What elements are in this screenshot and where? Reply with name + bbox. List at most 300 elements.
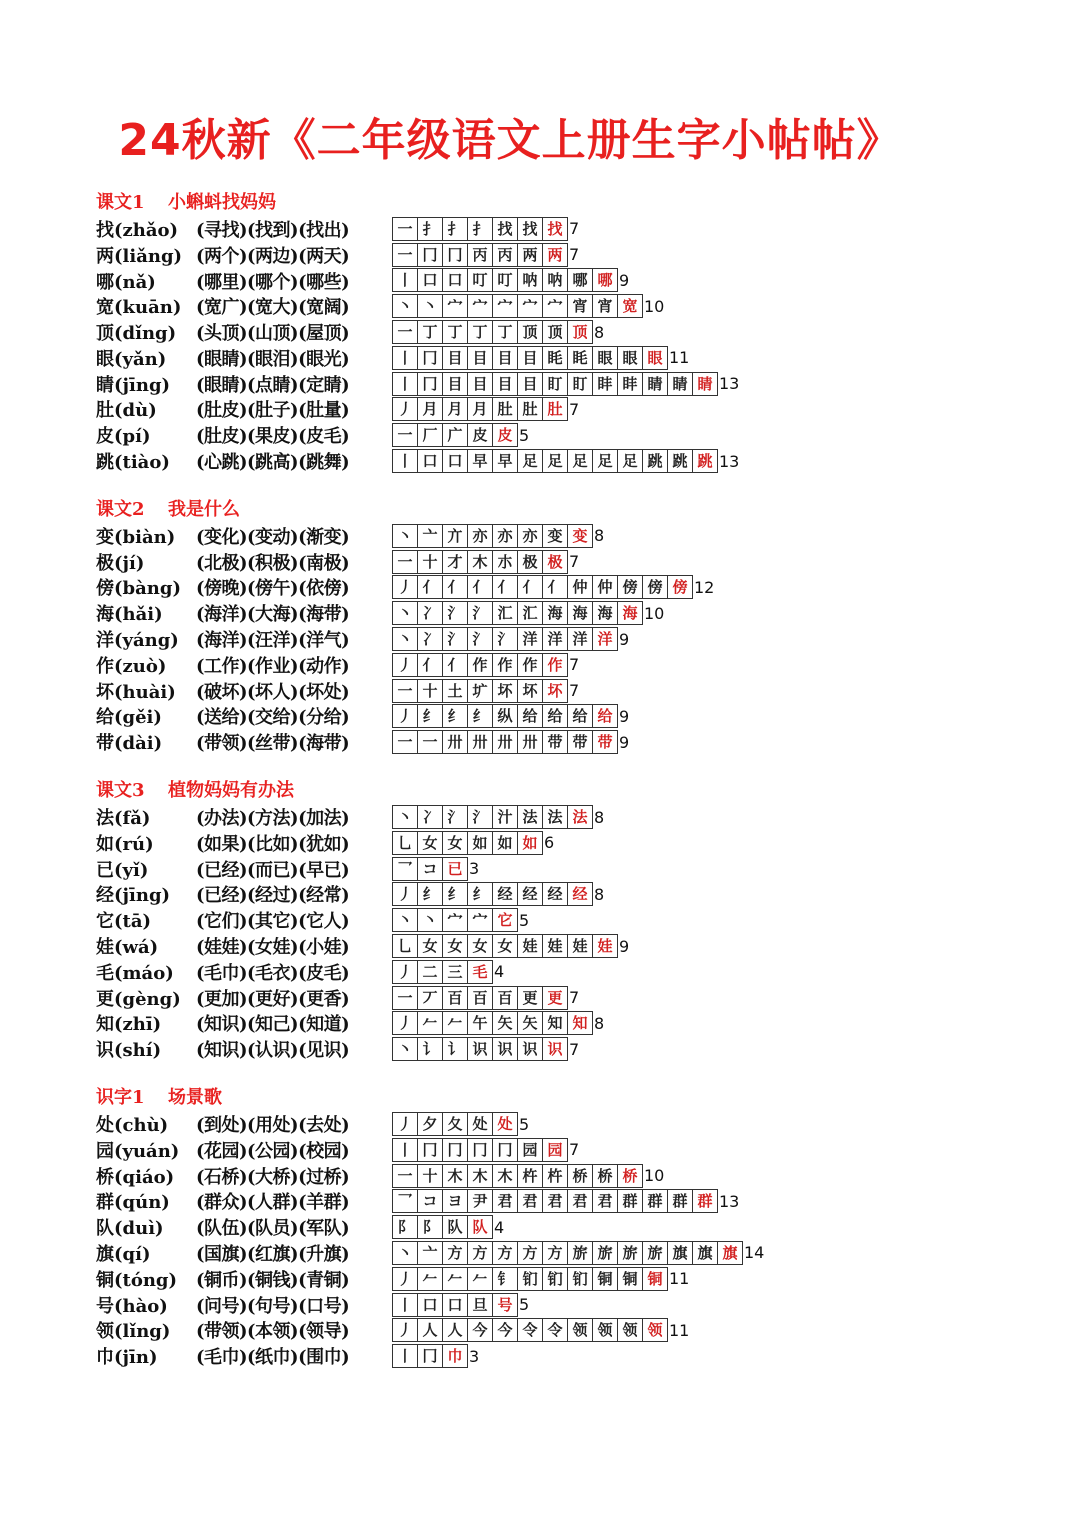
character-pinyin: 带(dài) xyxy=(96,733,163,755)
stroke-cell: 君 xyxy=(543,1189,568,1213)
stroke-cell: 女 xyxy=(468,934,493,958)
character-pinyin: 顶(dǐng) xyxy=(96,323,177,345)
stroke-cell: 目 xyxy=(493,372,518,396)
word-examples: (如果)(比如)(犹如) xyxy=(196,833,350,855)
stroke-order-grid xyxy=(392,1112,518,1136)
lesson-section xyxy=(96,190,1056,474)
stroke-count: 9 xyxy=(619,732,630,752)
word-examples: (带领)(丝带)(海带) xyxy=(196,733,350,755)
stroke-cell: 纵 xyxy=(493,704,518,728)
stroke-cell: 丁 xyxy=(418,320,443,344)
stroke-cell: 顶 xyxy=(568,320,593,344)
stroke-cell: 如 xyxy=(468,831,493,855)
stroke-cell: 目 xyxy=(443,346,468,370)
character-pinyin: 铜(tóng) xyxy=(96,1269,178,1291)
stroke-cell: 肚 xyxy=(493,397,518,421)
stroke-cell: 仲 xyxy=(593,575,618,599)
stroke-cell: 给 xyxy=(543,704,568,728)
stroke-count: 14 xyxy=(744,1243,765,1263)
stroke-cell: 今 xyxy=(468,1318,493,1342)
character-row xyxy=(96,319,1056,345)
stroke-cell: 丶 xyxy=(418,294,443,318)
character-row xyxy=(96,216,1056,242)
character-row xyxy=(96,242,1056,268)
character-row xyxy=(96,804,1056,830)
stroke-count: 7 xyxy=(569,1140,580,1160)
stroke-cell: 才 xyxy=(443,550,468,574)
stroke-order-grid xyxy=(392,372,718,396)
stroke-count: 6 xyxy=(544,833,555,853)
stroke-cell: 亻 xyxy=(443,575,468,599)
character-pinyin: 宽(kuān) xyxy=(96,297,182,319)
stroke-cell: 丶 xyxy=(418,908,443,932)
word-examples: (变化)(变动)(渐变) xyxy=(196,526,350,548)
stroke-cell: 跳 xyxy=(668,449,693,473)
page-title: 24秋新《二年级语文上册生字小帖帖》 xyxy=(118,115,902,166)
character-pinyin: 娃(wá) xyxy=(96,937,159,959)
stroke-count: 8 xyxy=(594,807,605,827)
stroke-cell: 眼 xyxy=(618,346,643,370)
stroke-cell: 讠 xyxy=(418,1037,443,1061)
character-row xyxy=(96,985,1056,1011)
character-row xyxy=(96,729,1056,755)
stroke-cell: 女 xyxy=(418,831,443,855)
stroke-cell: 旂 xyxy=(568,1241,593,1265)
stroke-cell: 桥 xyxy=(593,1164,618,1188)
character-pinyin: 跳(tiào) xyxy=(96,452,170,474)
character-pinyin: 更(gèng) xyxy=(96,988,181,1010)
stroke-cell: 亦 xyxy=(493,524,518,548)
character-row xyxy=(96,448,1056,474)
stroke-count: 5 xyxy=(519,1295,530,1315)
stroke-cell: 处 xyxy=(468,1112,493,1136)
word-examples: (娃娃)(女娃)(小娃) xyxy=(196,937,350,959)
stroke-cell: 一 xyxy=(392,550,418,574)
stroke-cell: 作 xyxy=(543,653,568,677)
stroke-cell: 带 xyxy=(593,730,618,754)
stroke-count: 7 xyxy=(569,552,580,572)
stroke-cell: 君 xyxy=(493,1189,518,1213)
stroke-cell: 旗 xyxy=(693,1241,718,1265)
stroke-cell: 卅 xyxy=(493,730,518,754)
stroke-cell: 亻 xyxy=(493,575,518,599)
stroke-count: 10 xyxy=(644,1166,665,1186)
stroke-order-grid xyxy=(392,831,543,855)
stroke-cell: 方 xyxy=(443,1241,468,1265)
stroke-count: 12 xyxy=(694,577,715,597)
stroke-cell: 令 xyxy=(543,1318,568,1342)
stroke-cell: 阝 xyxy=(392,1215,418,1239)
stroke-cell: 女 xyxy=(443,934,468,958)
stroke-cell: 丿 xyxy=(392,575,418,599)
stroke-cell: 法 xyxy=(543,805,568,829)
lesson-number: 课文3 xyxy=(96,780,145,802)
word-examples: (眼睛)(点睛)(定睛) xyxy=(196,374,350,396)
lesson-name: 小蝌蚪找妈妈 xyxy=(168,192,276,213)
stroke-cell: 一 xyxy=(392,243,418,267)
stroke-count: 8 xyxy=(594,322,605,342)
stroke-cell: 足 xyxy=(543,449,568,473)
stroke-order-grid xyxy=(392,1241,743,1265)
stroke-cell: 一 xyxy=(392,217,418,241)
stroke-cell: 丁 xyxy=(468,320,493,344)
stroke-cell: 卅 xyxy=(518,730,543,754)
stroke-cell: 阝 xyxy=(418,1215,443,1239)
stroke-count: 7 xyxy=(569,988,580,1008)
stroke-cell: 识 xyxy=(518,1037,543,1061)
stroke-cell: 一 xyxy=(392,1164,418,1188)
character-pinyin: 傍(bàng) xyxy=(96,578,181,600)
stroke-cell: 一 xyxy=(392,986,418,1010)
stroke-cell: 𠂉 xyxy=(418,1011,443,1035)
stroke-order-grid xyxy=(392,243,568,267)
stroke-cell: 给 xyxy=(568,704,593,728)
section-title xyxy=(96,190,1056,216)
stroke-count: 11 xyxy=(669,1320,690,1340)
stroke-cell: 知 xyxy=(543,1011,568,1035)
stroke-cell: 丁 xyxy=(493,320,518,344)
stroke-cell: 十 xyxy=(418,679,443,703)
character-pinyin: 海(hǎi) xyxy=(96,604,163,626)
character-pinyin: 如(rú) xyxy=(96,833,154,855)
stroke-cell: 亻 xyxy=(443,653,468,677)
stroke-cell: 目 xyxy=(443,372,468,396)
stroke-cell: 睛 xyxy=(693,372,718,396)
word-examples: (傍晚)(傍午)(依傍) xyxy=(196,578,350,600)
stroke-count: 3 xyxy=(469,1346,480,1366)
stroke-cell: 娃 xyxy=(543,934,568,958)
stroke-order-grid xyxy=(392,1138,568,1162)
stroke-cell: 坏 xyxy=(518,679,543,703)
stroke-count: 9 xyxy=(619,936,630,956)
stroke-count: 9 xyxy=(619,270,630,290)
stroke-cell: 讠 xyxy=(443,1037,468,1061)
stroke-count: 10 xyxy=(644,296,665,316)
section-title xyxy=(96,1085,1056,1111)
lesson-section xyxy=(96,778,1056,1062)
stroke-cell: 卅 xyxy=(443,730,468,754)
stroke-cell: 丿 xyxy=(392,1011,418,1035)
stroke-order-grid xyxy=(392,575,693,599)
stroke-cell: 钔 xyxy=(543,1267,568,1291)
stroke-cell: 足 xyxy=(618,449,643,473)
character-pinyin: 园(yuán) xyxy=(96,1140,180,1162)
stroke-cell: 丆 xyxy=(418,986,443,1010)
stroke-count: 13 xyxy=(719,451,740,471)
stroke-cell: 丨 xyxy=(392,449,418,473)
stroke-count: 5 xyxy=(519,1114,530,1134)
stroke-count: 8 xyxy=(594,1013,605,1033)
stroke-cell: 找 xyxy=(493,217,518,241)
word-examples: (工作)(作业)(动作) xyxy=(196,655,350,677)
stroke-cell: 桥 xyxy=(568,1164,593,1188)
lesson-number: 课文2 xyxy=(96,498,145,520)
stroke-cell: 跳 xyxy=(643,449,668,473)
stroke-cell: 丿 xyxy=(392,704,418,728)
stroke-cell: 扌 xyxy=(468,217,493,241)
stroke-order-grid xyxy=(392,601,643,625)
stroke-cell: 丶 xyxy=(392,294,418,318)
word-examples: (已经)(经过)(经常) xyxy=(196,885,350,907)
character-pinyin: 作(zuò) xyxy=(96,655,167,677)
stroke-cell: 百 xyxy=(443,986,468,1010)
stroke-cell: 铜 xyxy=(593,1267,618,1291)
stroke-cell: 钅 xyxy=(493,1267,518,1291)
character-row xyxy=(96,397,1056,423)
stroke-cell: 宀 xyxy=(468,294,493,318)
stroke-cell: 找 xyxy=(518,217,543,241)
character-pinyin: 群(qún) xyxy=(96,1192,170,1214)
stroke-count: 7 xyxy=(569,655,580,675)
stroke-cell: 经 xyxy=(543,882,568,906)
stroke-cell: 旗 xyxy=(718,1241,743,1265)
stroke-cell: 冫 xyxy=(418,627,443,651)
stroke-cell: 作 xyxy=(468,653,493,677)
stroke-order-grid xyxy=(392,320,593,344)
stroke-cell: 傍 xyxy=(668,575,693,599)
character-row xyxy=(96,371,1056,397)
stroke-order-grid xyxy=(392,1318,668,1342)
stroke-cell: 带 xyxy=(543,730,568,754)
character-pinyin: 巾(jīn) xyxy=(96,1347,158,1369)
stroke-cell: 钔 xyxy=(568,1267,593,1291)
stroke-cell: 百 xyxy=(468,986,493,1010)
word-examples: (眼睛)(眼泪)(眼光) xyxy=(196,348,350,370)
stroke-cell: 铜 xyxy=(643,1267,668,1291)
stroke-count: 7 xyxy=(569,681,580,701)
stroke-cell: 识 xyxy=(493,1037,518,1061)
stroke-cell: 宀 xyxy=(443,908,468,932)
character-row xyxy=(96,1240,1056,1266)
word-examples: (到处)(用处)(去处) xyxy=(196,1115,350,1137)
stroke-cell: 一 xyxy=(392,423,418,447)
stroke-cell: 尹 xyxy=(468,1189,493,1213)
stroke-cell: 丨 xyxy=(392,1138,418,1162)
stroke-cell: 一 xyxy=(392,320,418,344)
stroke-order-grid xyxy=(392,730,618,754)
stroke-cell: 盯 xyxy=(543,372,568,396)
stroke-order-grid xyxy=(392,346,668,370)
stroke-cell: 旂 xyxy=(618,1241,643,1265)
lesson-section xyxy=(96,1085,1056,1369)
stroke-cell: 宀 xyxy=(518,294,543,318)
character-row xyxy=(96,830,1056,856)
stroke-cell: 乛 xyxy=(392,857,418,881)
stroke-cell: 领 xyxy=(593,1318,618,1342)
character-row xyxy=(96,907,1056,933)
stroke-cell: 纟 xyxy=(468,704,493,728)
stroke-cell: 丶 xyxy=(392,908,418,932)
stroke-cell: 毛 xyxy=(468,960,493,984)
stroke-cell: 月 xyxy=(418,397,443,421)
character-row xyxy=(96,549,1056,575)
stroke-cell: 丁 xyxy=(443,320,468,344)
lesson-section xyxy=(96,497,1056,755)
stroke-order-grid xyxy=(392,449,718,473)
stroke-cell: 纟 xyxy=(443,704,468,728)
stroke-cell: 洋 xyxy=(543,627,568,651)
stroke-order-grid xyxy=(392,627,618,651)
stroke-cell: 肚 xyxy=(518,397,543,421)
stroke-cell: 冂 xyxy=(418,1138,443,1162)
stroke-cell: 木 xyxy=(468,550,493,574)
stroke-cell: 𠂉 xyxy=(443,1267,468,1291)
stroke-order-grid xyxy=(392,679,568,703)
stroke-count: 8 xyxy=(594,526,605,546)
stroke-cell: 纟 xyxy=(418,704,443,728)
stroke-cell: 处 xyxy=(493,1112,518,1136)
stroke-cell: 巾 xyxy=(443,1344,468,1368)
stroke-order-grid xyxy=(392,550,568,574)
stroke-cell: 群 xyxy=(618,1189,643,1213)
character-row xyxy=(96,882,1056,908)
stroke-cell: 作 xyxy=(518,653,543,677)
stroke-cell: 丿 xyxy=(392,960,418,984)
stroke-cell: コ xyxy=(418,857,443,881)
stroke-cell: 冂 xyxy=(443,1138,468,1162)
word-examples: (更加)(更好)(更香) xyxy=(196,988,350,1010)
stroke-cell: 队 xyxy=(468,1215,493,1239)
stroke-cell: 眼 xyxy=(643,346,668,370)
stroke-cell: 乚 xyxy=(392,934,418,958)
stroke-cell: 木 xyxy=(443,1164,468,1188)
stroke-cell: 今 xyxy=(493,1318,518,1342)
character-row xyxy=(96,856,1056,882)
stroke-order-grid xyxy=(392,1267,668,1291)
stroke-cell: 木 xyxy=(468,1164,493,1188)
word-examples: (毛巾)(毛衣)(皮毛) xyxy=(196,962,350,984)
stroke-cell: 女 xyxy=(443,831,468,855)
word-examples: (毛巾)(纸巾)(围巾) xyxy=(196,1347,350,1369)
word-examples: (两个)(两边)(两天) xyxy=(196,245,350,267)
stroke-cell: 亻 xyxy=(418,653,443,677)
stroke-cell: 冂 xyxy=(468,1138,493,1162)
stroke-cell: 丨 xyxy=(392,1344,418,1368)
stroke-count: 5 xyxy=(519,425,530,445)
character-row xyxy=(96,1292,1056,1318)
word-examples: (铜币)(铜钱)(青铜) xyxy=(196,1269,350,1291)
stroke-cell: 目 xyxy=(493,346,518,370)
stroke-cell: 哪 xyxy=(593,268,618,292)
stroke-order-grid xyxy=(392,704,618,728)
stroke-cell: 三 xyxy=(443,960,468,984)
character-row xyxy=(96,293,1056,319)
stroke-count: 8 xyxy=(594,884,605,904)
stroke-cell: 宀 xyxy=(543,294,568,318)
stroke-cell: 如 xyxy=(518,831,543,855)
stroke-cell: 丿 xyxy=(392,653,418,677)
character-row xyxy=(96,1214,1056,1240)
stroke-cell: 氵 xyxy=(443,601,468,625)
stroke-cell: 旂 xyxy=(643,1241,668,1265)
character-row xyxy=(96,1266,1056,1292)
stroke-cell: 群 xyxy=(668,1189,693,1213)
stroke-cell: 亻 xyxy=(418,575,443,599)
stroke-order-grid xyxy=(392,934,618,958)
stroke-cell: 作 xyxy=(493,653,518,677)
stroke-cell: 人 xyxy=(443,1318,468,1342)
stroke-cell: 月 xyxy=(443,397,468,421)
stroke-cell: 海 xyxy=(543,601,568,625)
stroke-cell: 领 xyxy=(568,1318,593,1342)
stroke-order-grid xyxy=(392,1344,468,1368)
stroke-cell: 娃 xyxy=(518,934,543,958)
stroke-cell: 洋 xyxy=(518,627,543,651)
character-row xyxy=(96,268,1056,294)
stroke-cell: 丶 xyxy=(392,601,418,625)
stroke-order-grid xyxy=(392,1011,593,1035)
character-pinyin: 桥(qiáo) xyxy=(96,1166,175,1188)
stroke-cell: 知 xyxy=(568,1011,593,1035)
character-pinyin: 坏(huài) xyxy=(96,681,176,703)
stroke-cell: 方 xyxy=(493,1241,518,1265)
character-row xyxy=(96,1317,1056,1343)
stroke-cell: 群 xyxy=(643,1189,668,1213)
character-pinyin: 队(duì) xyxy=(96,1218,164,1240)
word-examples: (寻找)(找到)(找出) xyxy=(196,219,350,241)
stroke-cell: 海 xyxy=(593,601,618,625)
character-pinyin: 眼(yǎn) xyxy=(96,348,167,370)
lesson-name: 场景歌 xyxy=(168,1087,222,1109)
word-examples: (海洋)(汪洋)(洋气) xyxy=(196,630,350,652)
stroke-cell: 圹 xyxy=(468,679,493,703)
stroke-cell: 乚 xyxy=(392,831,418,855)
stroke-order-grid xyxy=(392,1215,493,1239)
character-pinyin: 皮(pí) xyxy=(96,426,151,448)
stroke-cell: 纟 xyxy=(468,882,493,906)
stroke-cell: 坏 xyxy=(543,679,568,703)
stroke-cell: 变 xyxy=(568,524,593,548)
word-examples: (带领)(本领)(领导) xyxy=(196,1321,350,1343)
stroke-cell: 宀 xyxy=(443,294,468,318)
stroke-cell: 方 xyxy=(468,1241,493,1265)
stroke-order-grid xyxy=(392,986,568,1010)
stroke-cell: 宵 xyxy=(568,294,593,318)
stroke-cell: 已 xyxy=(443,857,468,881)
stroke-cell: 冂 xyxy=(493,1138,518,1162)
stroke-cell: 杵 xyxy=(518,1164,543,1188)
stroke-order-grid xyxy=(392,524,593,548)
stroke-cell: 洋 xyxy=(593,627,618,651)
stroke-cell: 更 xyxy=(543,986,568,1010)
stroke-cell: 睛 xyxy=(668,372,693,396)
stroke-cell: 一 xyxy=(392,679,418,703)
stroke-cell: 眼 xyxy=(593,346,618,370)
stroke-cell: 坏 xyxy=(493,679,518,703)
word-examples: (办法)(方法)(加法) xyxy=(196,808,350,830)
stroke-cell: 旦 xyxy=(468,1293,493,1317)
character-row xyxy=(96,1036,1056,1062)
word-examples: (已经)(而已)(早已) xyxy=(196,859,350,881)
character-pinyin: 旗(qí) xyxy=(96,1244,151,1265)
character-pinyin: 肚(dù) xyxy=(96,400,157,422)
stroke-cell: 呐 xyxy=(543,268,568,292)
stroke-cell: 宀 xyxy=(468,908,493,932)
stroke-cell: 一 xyxy=(392,730,418,754)
stroke-cell: 君 xyxy=(568,1189,593,1213)
stroke-cell: 丿 xyxy=(392,1112,418,1136)
stroke-cell: 洋 xyxy=(568,627,593,651)
stroke-cell: 找 xyxy=(543,217,568,241)
stroke-count: 13 xyxy=(719,1191,740,1211)
character-row xyxy=(96,678,1056,704)
stroke-cell: 丿 xyxy=(392,1318,418,1342)
stroke-cell: 铜 xyxy=(618,1267,643,1291)
word-examples: (国旗)(红旗)(升旗) xyxy=(196,1244,350,1265)
stroke-count: 11 xyxy=(669,1269,690,1289)
stroke-cell: 丨 xyxy=(392,1293,418,1317)
stroke-cell: 旂 xyxy=(593,1241,618,1265)
